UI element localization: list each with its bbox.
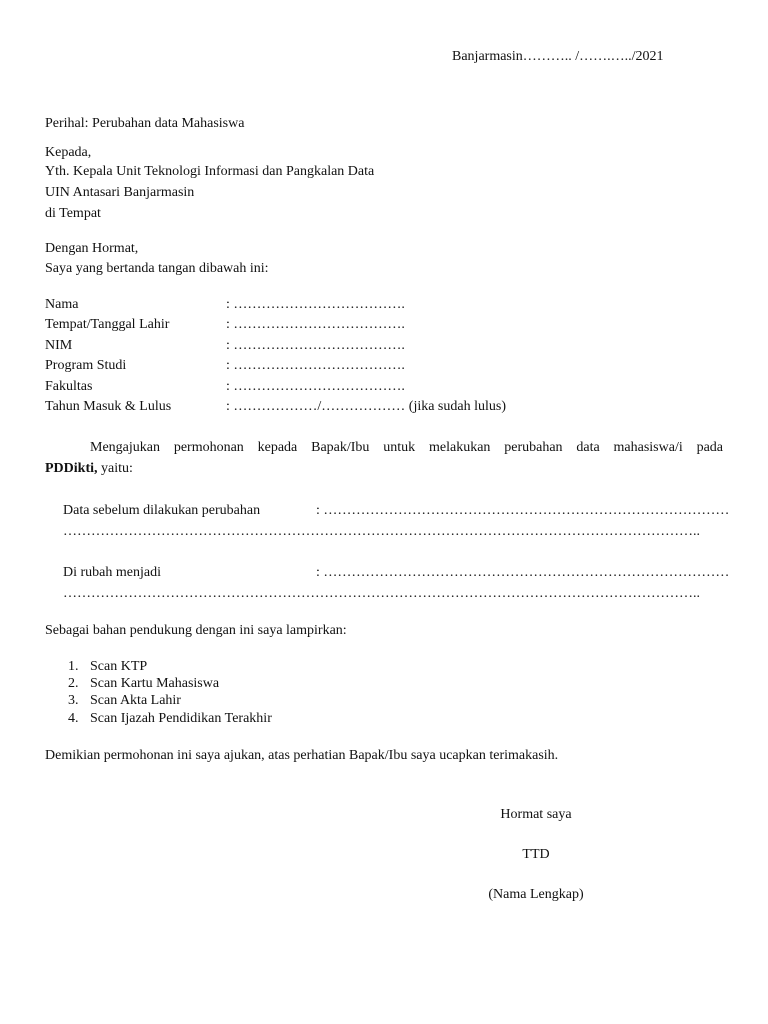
attachments-intro: Sebagai bahan pendukung dengan ini saya lampirkan: — [45, 623, 347, 638]
list-item-number: 2. — [68, 676, 79, 691]
pddikti-bold: PDDikti, — [45, 461, 98, 476]
recipient-place: di Tempat — [45, 206, 101, 221]
recipient-title: Yth. Kepala Unit Teknologi Informasi dan Pangkalan Data — [45, 164, 375, 179]
field-label-nim: NIM — [45, 338, 73, 353]
subject-line: Perihal: Perubahan data Mahasiswa — [45, 116, 245, 131]
change-label-before: Data sebelum dilakukan perubahan — [63, 503, 261, 518]
request-paragraph-line1: Mengajukan permohonan kepada Bapak/Ibu untuk melakukan perubahan data mahasiswa/i pada — [90, 440, 723, 455]
list-item-text: Scan Akta Lahir — [90, 693, 181, 708]
field-value-prodi: : ………………………………. — [226, 358, 405, 373]
greeting: Dengan Hormat, — [45, 241, 139, 256]
list-item-number: 4. — [68, 711, 79, 726]
change-value-after: : …………………………………………………………………………… — [316, 565, 730, 580]
intro-text: Saya yang bertanda tangan dibawah ini: — [45, 261, 269, 276]
request-paragraph-line2 — [45, 460, 133, 478]
field-label-tahun: Tahun Masuk & Lulus — [45, 399, 172, 414]
request-rest: yaitu: — [97, 461, 133, 476]
change-value-before: : …………………………………………………………………………… — [316, 503, 730, 518]
list-item-number: 3. — [68, 693, 79, 708]
signature-ttd: TTD — [522, 847, 550, 862]
change-continuation-after: ……………………………………………………………………………………………………………………….. — [63, 586, 700, 601]
signature-regards: Hormat saya — [500, 807, 572, 822]
change-label-after: Di rubah menjadi — [63, 565, 161, 580]
place-date: Banjarmasin……….. /…….…../2021 — [452, 49, 664, 64]
list-item-text: Scan Kartu Mahasiswa — [90, 676, 220, 691]
list-item-text: Scan KTP — [90, 659, 148, 674]
field-value-tahun: : ………………/……………… (jika sudah lulus) — [226, 399, 506, 414]
field-label-fakultas: Fakultas — [45, 379, 93, 394]
field-label-ttl: Tempat/Tanggal Lahir — [45, 317, 170, 332]
closing-text: Demikian permohonan ini saya ajukan, atas perhatian Bapak/Ibu saya ucapkan terimakasih. — [45, 748, 559, 763]
list-item-text: Scan Ijazah Pendidikan Terakhir — [90, 711, 272, 726]
recipient-kepada: Kepada, — [45, 145, 92, 160]
field-value-nim: : ………………………………. — [226, 338, 405, 353]
field-value-ttl: : ………………………………. — [226, 317, 405, 332]
field-value-nama: : ………………………………. — [226, 297, 405, 312]
field-value-fakultas: : ………………………………. — [226, 379, 405, 394]
signature-name: (Nama Lengkap) — [488, 887, 584, 902]
change-continuation-before: ……………………………………………………………………………………………………………………….. — [63, 524, 700, 539]
recipient-institution: UIN Antasari Banjarmasin — [45, 185, 195, 200]
list-item-number: 1. — [68, 659, 79, 674]
field-label-prodi: Program Studi — [45, 358, 127, 373]
field-label-nama: Nama — [45, 297, 79, 312]
